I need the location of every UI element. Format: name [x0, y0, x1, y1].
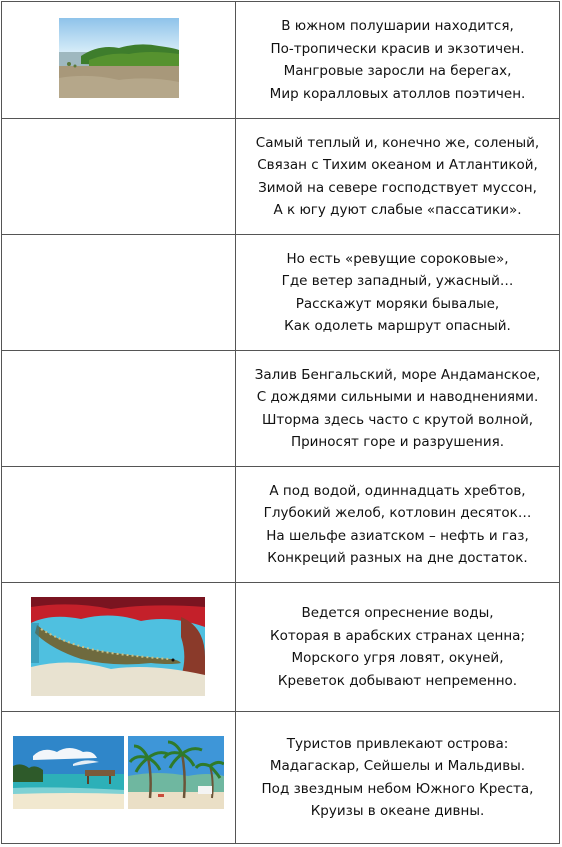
stanza-line: А под водой, одиннадцать хребтов,: [269, 482, 526, 499]
stanza-line: Расскажут моряки бывалые,: [295, 295, 500, 312]
table-row: [2, 119, 560, 235]
stanza-cell: [236, 119, 560, 235]
table-row: [2, 712, 560, 844]
table-row: [2, 351, 560, 467]
table-row: [2, 235, 560, 351]
stanza-line: Как одолеть маршрут опасный.: [284, 318, 511, 334]
stanza-line: Мангровые заросли на берегах,: [283, 63, 512, 79]
stanza: [236, 472, 559, 578]
stanza-line: По-тропически красив и экзотичен.: [270, 40, 525, 57]
table-row: [2, 467, 560, 583]
stanza-line: С дождями сильными и наводнениями.: [256, 389, 539, 405]
stanza: [236, 7, 559, 113]
stanza: [236, 725, 559, 831]
image-cell: [2, 712, 236, 844]
mangrove-shore-photo: [59, 18, 179, 98]
stanza-line: Туристов привлекают острова:: [286, 735, 509, 752]
stanza: [236, 356, 559, 462]
stanza-line: Которая в арабских странах ценна;: [269, 627, 526, 644]
stanza-line: Где ветер западный, ужасный…: [281, 273, 514, 289]
stanza-line: Залив Бенгальский, море Андаманское,: [254, 366, 541, 383]
stanza-line: Морского угря ловят, окуней,: [291, 650, 504, 666]
stanza-cell: [236, 467, 560, 583]
stanza-line: Круизы в океане дивны.: [310, 803, 485, 819]
image-cell: [2, 467, 236, 583]
stanza-line: В южном полушарии находится,: [281, 18, 514, 34]
stanza: [236, 240, 559, 346]
stanza-line: Зимой на севере господствует муссон,: [258, 179, 537, 196]
stanza-cell: [236, 2, 560, 119]
stanza-line: Приносят горе и разрушения.: [290, 434, 505, 450]
table-row: [2, 583, 560, 712]
poem-table: [1, 1, 560, 844]
tropical-resort-photo: [13, 736, 124, 809]
stanza-line: Глубокий желоб, котловин десяток…: [263, 505, 532, 521]
stanza-cell: [236, 712, 560, 844]
palm-beach-photo: [128, 736, 224, 809]
stanza-line: Креветок добывают непременно.: [277, 672, 518, 689]
image-cell: [2, 2, 236, 119]
moray-eel-reef-photo: [31, 597, 205, 696]
stanza-line: Но есть «ревущие сороковые»,: [286, 250, 509, 267]
image-cell: [2, 351, 236, 467]
stanza-line: Шторма здесь часто с крутой волной,: [261, 411, 534, 428]
stanza-line: Мадагаскар, Сейшелы и Мальдивы.: [269, 758, 526, 774]
stanza-line: На шельфе азиатском – нефть и газ,: [266, 527, 529, 544]
stanza-cell: [236, 583, 560, 712]
stanza-line: Под звездным небом Южного Креста,: [261, 780, 534, 797]
table-row: [2, 2, 560, 119]
image-cell: [2, 235, 236, 351]
stanza-line: А к югу дуют слабые «пассатики».: [273, 202, 522, 218]
image-cell: [2, 119, 236, 235]
stanza-line: Связан с Тихим океаном и Атлантикой,: [257, 157, 538, 173]
stanza-line: Ведется опреснение воды,: [301, 605, 494, 621]
stanza-line: Самый теплый и, конечно же, соленый,: [255, 134, 540, 151]
stanza: [236, 594, 559, 700]
stanza-line: Мир коралловых атоллов поэтичен.: [269, 85, 526, 102]
image-cell: [2, 583, 236, 712]
stanza-line: Конкреций разных на дне достаток.: [267, 550, 528, 566]
stanza-cell: [236, 351, 560, 467]
stanza: [236, 124, 559, 230]
stanza-cell: [236, 235, 560, 351]
